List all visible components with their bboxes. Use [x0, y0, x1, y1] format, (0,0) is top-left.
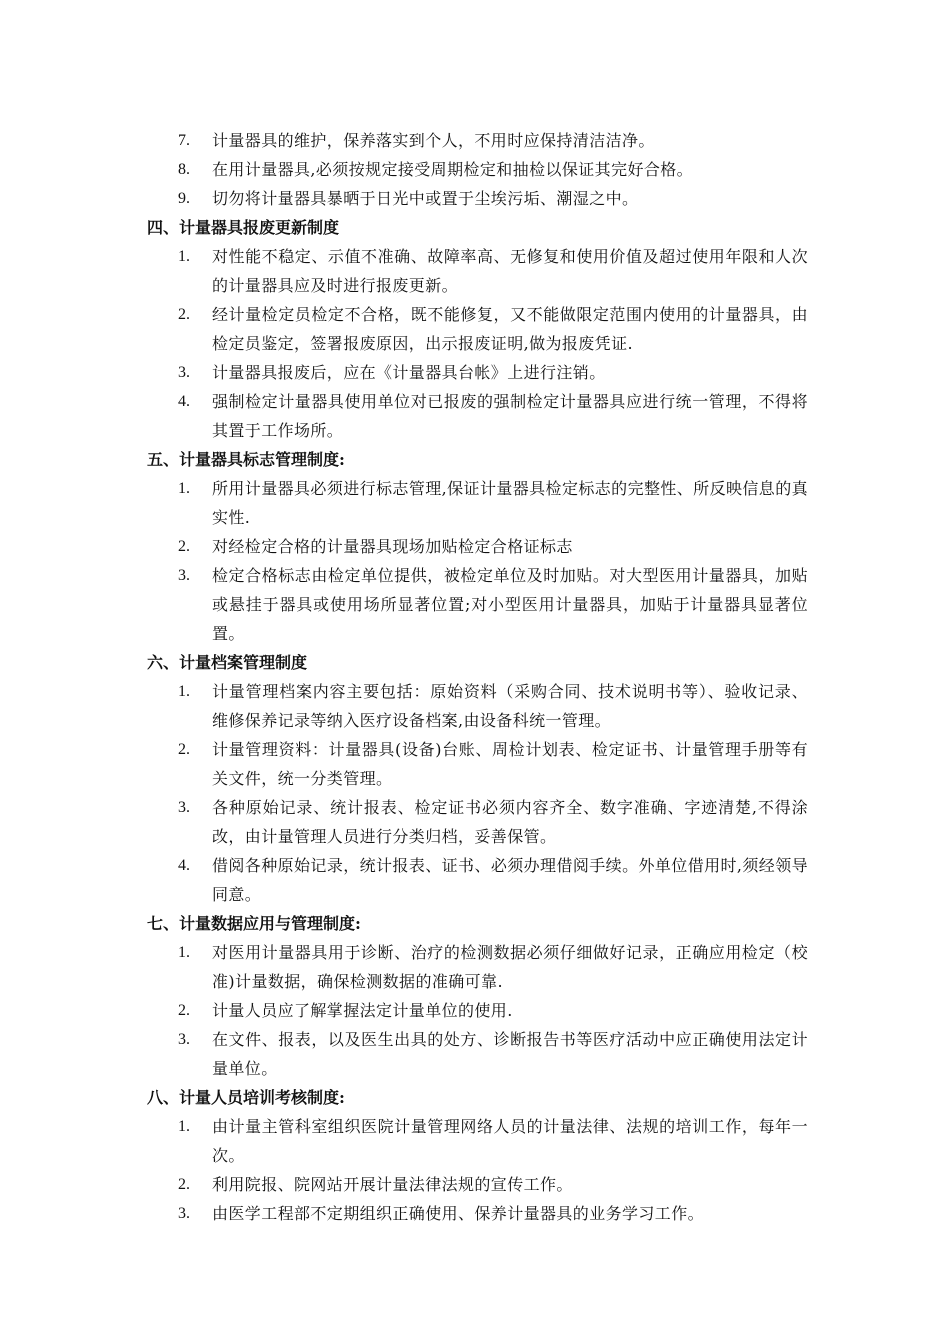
section-staff-training — [0, 1083, 950, 1228]
list-item — [178, 793, 808, 851]
item-number: 3. — [178, 1205, 190, 1222]
item-text: 在用计量器具,必须按规定接受周期检定和抽检以保证其完好合格。 — [212, 160, 694, 179]
item-text: 利用院报、院网站开展计量法律法规的宣传工作。 — [212, 1175, 573, 1194]
list-item — [178, 300, 808, 358]
item-number: 1. — [178, 683, 190, 700]
item-number: 2. — [178, 306, 190, 323]
section-mark-management — [0, 445, 950, 648]
item-text: 计量人员应了解掌握法定计量单位的使用. — [212, 1001, 513, 1020]
item-text: 所用计量器具必须进行标志管理,保证计量器具检定标志的完整性、所反映信息的真实性. — [212, 479, 808, 527]
list-item — [178, 561, 808, 648]
item-number: 1. — [178, 1118, 190, 1135]
list-item — [178, 474, 808, 532]
item-number: 2. — [178, 1002, 190, 1019]
item-text: 计量管理档案内容主要包括：原始资料（采购合同、技术说明书等）、验收记录、维修保养记录等纳入医疗设备档案,由设备科统一管理。 — [212, 682, 808, 730]
section-heading: 七、计量数据应用与管理制度: — [147, 914, 361, 933]
item-text: 计量器具报废后，应在《计量器具台帐》上进行注销。 — [212, 363, 606, 382]
list-item — [178, 184, 808, 213]
item-number: 3. — [178, 364, 190, 381]
item-text: 计量器具的维护，保养落实到个人，不用时应保持清洁洁净。 — [212, 131, 655, 150]
item-text: 对经检定合格的计量器具现场加贴检定合格证标志 — [212, 537, 573, 556]
item-text: 对性能不稳定、示值不准确、故障率高、无修复和使用价值及超过使用年限和人次的计量器具应及时进行报废更新。 — [212, 247, 808, 295]
item-number: 4. — [178, 857, 190, 874]
item-text: 计量管理资料：计量器具(设备)台账、周检计划表、检定证书、计量管理手册等有关文件，统一分类管理。 — [212, 740, 808, 788]
item-number: 1. — [178, 480, 190, 497]
item-text: 由计量主管科室组织医院计量管理网络人员的计量法律、法规的培训工作，每年一次。 — [212, 1117, 808, 1165]
list-item — [178, 677, 808, 735]
item-number: 1. — [178, 944, 190, 961]
item-text: 对医用计量器具用于诊断、治疗的检测数据必须仔细做好记录，正确应用检定（校准)计量数据，确保检测数据的准确可靠. — [212, 943, 808, 991]
item-number: 8. — [178, 161, 190, 178]
list-item — [178, 938, 808, 996]
item-number: 7. — [178, 132, 190, 149]
section-heading: 六、计量档案管理制度 — [147, 653, 308, 672]
list-item — [178, 735, 808, 793]
document-page — [0, 126, 950, 1228]
section-heading: 五、计量器具标志管理制度: — [147, 450, 345, 469]
item-number: 2. — [178, 741, 190, 758]
section-archive-management — [0, 648, 950, 909]
section-continuation — [0, 126, 950, 213]
item-text: 由医学工程部不定期组织正确使用、保养计量器具的业务学习工作。 — [212, 1204, 705, 1223]
section-data-application — [0, 909, 950, 1083]
item-number: 3. — [178, 567, 190, 584]
section-scrap-renewal — [0, 213, 950, 445]
item-text: 检定合格标志由检定单位提供，被检定单位及时加贴。对大型医用计量器具，加贴或悬挂于器具或使用场所显著位置;对小型医用计量器具，加贴于计量器具显著位置。 — [212, 566, 808, 643]
item-text: 切勿将计量器具暴晒于日光中或置于尘埃污垢、潮湿之中。 — [212, 189, 639, 208]
list-item — [178, 851, 808, 909]
section-heading: 八、计量人员培训考核制度: — [147, 1088, 345, 1107]
item-number: 2. — [178, 538, 190, 555]
item-text: 各种原始记录、统计报表、检定证书必须内容齐全、数字准确、字迹清楚,不得涂改，由计量管理人员进行分类归档，妥善保管。 — [212, 798, 808, 846]
item-text: 在文件、报表，以及医生出具的处方、诊断报告书等医疗活动中应正确使用法定计量单位。 — [212, 1030, 808, 1078]
item-text: 强制检定计量器具使用单位对已报废的强制检定计量器具应进行统一管理，不得将其置于工作场所。 — [212, 392, 808, 440]
item-text: 经计量检定员检定不合格，既不能修复，又不能做限定范围内使用的计量器具，由检定员鉴定，签署报废原因，出示报废证明,做为报废凭证. — [212, 305, 808, 353]
item-number: 2. — [178, 1176, 190, 1193]
list-item — [178, 1199, 808, 1228]
item-number: 9. — [178, 190, 190, 207]
list-item — [178, 532, 808, 561]
section-heading: 四、计量器具报废更新制度 — [147, 218, 340, 237]
list-item — [178, 996, 808, 1025]
list-item — [178, 1170, 808, 1199]
item-text: 借阅各种原始记录，统计报表、证书、必须办理借阅手续。外单位借用时,须经领导同意。 — [212, 856, 808, 904]
item-number: 3. — [178, 799, 190, 816]
list-item — [178, 242, 808, 300]
list-item — [178, 358, 808, 387]
list-item — [178, 126, 808, 155]
list-item — [178, 1025, 808, 1083]
item-number: 3. — [178, 1031, 190, 1048]
list-item — [178, 155, 808, 184]
list-item — [178, 1112, 808, 1170]
item-number: 4. — [178, 393, 190, 410]
list-item — [178, 387, 808, 445]
item-number: 1. — [178, 248, 190, 265]
